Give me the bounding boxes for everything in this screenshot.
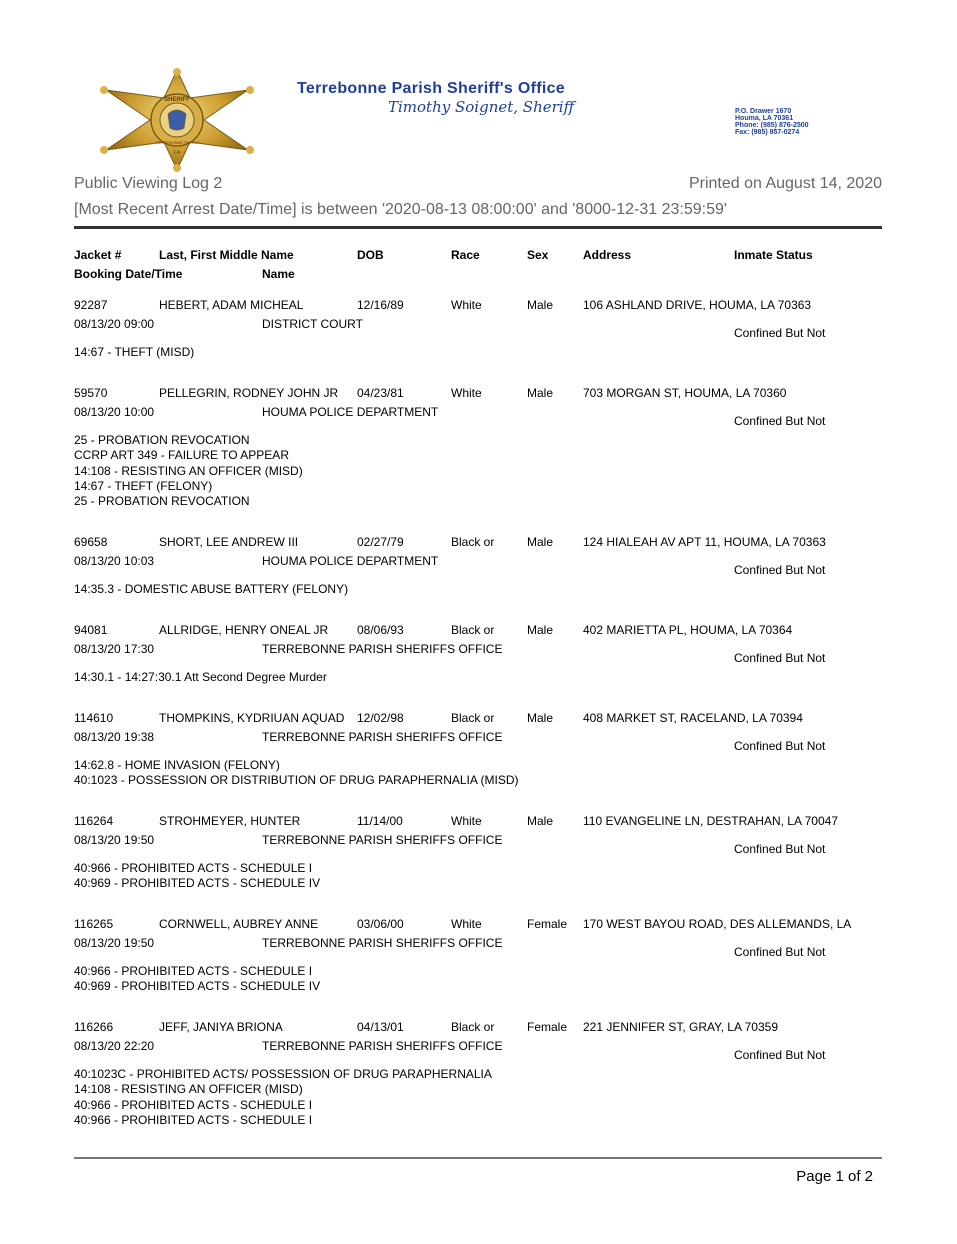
record-name: THOMPKINS, KYDRIUAN AQUAD (159, 711, 345, 725)
charge-line: 40:966 - PROHIBITED ACTS - SCHEDULE I (74, 1112, 313, 1127)
record-charges (74, 758, 519, 789)
record-booking: 08/13/20 10:00 (74, 405, 155, 419)
record-jacket: 116265 (74, 917, 114, 931)
record-booking: 08/13/20 19:38 (74, 730, 155, 744)
charge-line: 14:108 - RESISTING AN OFFICER (MISD) (74, 463, 303, 478)
contact-line: P.O. Drawer 1670 (735, 108, 792, 115)
charge-line: 14:30.1 - 14:27:30.1 Att Second Degree Murder (74, 670, 327, 684)
record-address: 402 MARIETTA PL, HOUMA, LA 70364 (583, 623, 793, 637)
record-name: CORNWELL, AUBREY ANNE (159, 917, 319, 931)
record-dob: 02/27/79 (357, 535, 404, 549)
report-title: Public Viewing Log 2 (74, 175, 223, 192)
badge-text-bottom: TERREBONNE PARISH (155, 140, 199, 145)
contact-line: Houma, LA 70361 (735, 115, 794, 122)
record-agency: HOUMA POLICE DEPARTMENT (262, 554, 439, 568)
record-agency: DISTRICT COURT (262, 317, 363, 331)
record-dob: 08/06/93 (357, 623, 404, 637)
record-charges (74, 861, 320, 892)
record-jacket: 116266 (74, 1020, 114, 1034)
record-charges (74, 964, 320, 995)
record-race: White (451, 386, 482, 400)
col-header-name: Last, First Middle Name (159, 248, 294, 262)
col-header-jacket: Jacket # (74, 248, 122, 262)
report-criteria: [Most Recent Arrest Date/Time] is between '2020-08-13 08:00:00' and '8000-12-31 23:59:59' (74, 201, 727, 218)
record-sex: Male (527, 623, 554, 637)
record-charges (74, 582, 348, 597)
record-name: STROHMEYER, HUNTER (159, 814, 301, 828)
charge-line: 40:966 - PROHIBITED ACTS - SCHEDULE I (74, 861, 313, 875)
charge-line: 14:35.3 - DOMESTIC ABUSE BATTERY (FELONY) (74, 582, 349, 596)
record-inmate-status: Confined But Not (734, 326, 826, 340)
record-jacket: 92287 (74, 298, 108, 312)
record-jacket: 69658 (74, 535, 108, 549)
badge-text-state: LA (173, 150, 181, 156)
record-inmate-status: Confined But Not (734, 414, 826, 428)
charge-line: 40:966 - PROHIBITED ACTS - SCHEDULE I (74, 964, 313, 978)
page-number: Page 1 of 2 (796, 1168, 873, 1185)
record-name: SHORT, LEE ANDREW III (159, 535, 299, 549)
record-name: HEBERT, ADAM MICHEAL (159, 298, 304, 312)
record-sex: Male (527, 386, 554, 400)
record-address: 221 JENNIFER ST, GRAY, LA 70359 (583, 1020, 778, 1034)
charge-line: 40:1023 - POSSESSION OR DISTRIBUTION OF DRUG PARAPHERNALIA (MISD) (74, 773, 519, 788)
contact-block (735, 108, 809, 136)
record-race: White (451, 298, 482, 312)
record-inmate-status: Confined But Not (734, 563, 826, 577)
record-jacket: 94081 (74, 623, 108, 637)
record-race: Black or (451, 623, 495, 637)
printed-date: Printed on August 14, 2020 (688, 175, 882, 192)
record-address: 170 WEST BAYOU ROAD, DES ALLEMANDS, LA (583, 917, 852, 931)
charge-line: 25 - PROBATION REVOCATION (74, 433, 250, 447)
record-agency: TERREBONNE PARISH SHERIFFS OFFICE (262, 936, 503, 950)
record-charges (74, 670, 327, 685)
record-name: JEFF, JANIYA BRIONA (159, 1020, 283, 1034)
record-address: 408 MARKET ST, RACELAND, LA 70394 (583, 711, 803, 725)
record-agency: TERREBONNE PARISH SHERIFFS OFFICE (262, 730, 503, 744)
charge-line: 40:966 - PROHIBITED ACTS - SCHEDULE I (74, 1097, 313, 1112)
charge-line: 14:108 - RESISTING AN OFFICER (MISD) (74, 1082, 303, 1097)
record-booking: 08/13/20 09:00 (74, 317, 155, 331)
record-sex: Male (527, 711, 554, 725)
record-booking: 08/13/20 17:30 (74, 642, 155, 656)
record-inmate-status: Confined But Not (734, 842, 826, 856)
record-agency: TERREBONNE PARISH SHERIFFS OFFICE (262, 833, 503, 847)
col-header-inmate-status: Inmate Status (734, 248, 813, 262)
record-race: Black or (451, 1020, 495, 1034)
record-race: White (451, 917, 482, 931)
charge-line: CCRP ART 349 - FAILURE TO APPEAR (74, 448, 289, 463)
badge-text-top: SHERIFF (164, 97, 190, 103)
record-jacket: 116264 (74, 814, 114, 828)
record-booking: 08/13/20 10:03 (74, 554, 155, 568)
record-sex: Female (527, 1020, 568, 1034)
charge-line: 14:62.8 - HOME INVASION (FELONY) (74, 758, 280, 772)
record-inmate-status: Confined But Not (734, 945, 826, 959)
sheriff-name: Timothy Soignet, Sheriff (388, 98, 575, 116)
col-header-dob: DOB (357, 248, 384, 262)
sheriff-badge-logo (98, 68, 256, 172)
col-header-address: Address (583, 248, 632, 262)
charge-line: 14:67 - THEFT (FELONY) (74, 478, 213, 493)
record-agency: TERREBONNE PARISH SHERIFFS OFFICE (262, 1039, 503, 1053)
record-sex: Male (527, 535, 554, 549)
record-booking: 08/13/20 19:50 (74, 936, 155, 950)
record-sex: Female (527, 917, 568, 931)
org-name: Terrebonne Parish Sheriff's Office (297, 80, 565, 97)
record-race: White (451, 814, 482, 828)
record-dob: 12/02/98 (357, 711, 404, 725)
charge-line: 40:969 - PROHIBITED ACTS - SCHEDULE IV (74, 876, 321, 891)
record-name: PELLEGRIN, RODNEY JOHN JR (159, 386, 339, 400)
record-charges (74, 345, 194, 360)
footer-divider (74, 1157, 882, 1159)
col-header-race: Race (451, 248, 480, 262)
charge-line: 14:67 - THEFT (MISD) (74, 345, 195, 359)
record-dob: 04/13/01 (357, 1020, 404, 1034)
record-charges (74, 1067, 492, 1128)
record-race: Black or (451, 711, 495, 725)
record-dob: 12/16/89 (357, 298, 404, 312)
charge-line: 40:1023C - PROHIBITED ACTS/ POSSESSION OF DRUG PARAPHERNALIA (74, 1067, 492, 1081)
charge-line: 40:969 - PROHIBITED ACTS - SCHEDULE IV (74, 979, 321, 994)
record-address: 124 HIALEAH AV APT 11, HOUMA, LA 70363 (583, 535, 826, 549)
record-inmate-status: Confined But Not (734, 1048, 826, 1062)
record-name: ALLRIDGE, HENRY ONEAL JR (159, 623, 329, 637)
record-agency: HOUMA POLICE DEPARTMENT (262, 405, 439, 419)
record-address: 703 MORGAN ST, HOUMA, LA 70360 (583, 386, 787, 400)
record-inmate-status: Confined But Not (734, 739, 826, 753)
record-dob: 03/06/00 (357, 917, 404, 931)
record-jacket: 114610 (74, 711, 114, 725)
record-charges (74, 433, 303, 509)
header-divider (74, 226, 882, 229)
record-sex: Male (527, 298, 554, 312)
record-dob: 04/23/81 (357, 386, 404, 400)
record-race: Black or (451, 535, 495, 549)
record-address: 106 ASHLAND DRIVE, HOUMA, LA 70363 (583, 298, 812, 312)
record-jacket: 59570 (74, 386, 108, 400)
record-agency: TERREBONNE PARISH SHERIFFS OFFICE (262, 642, 503, 656)
contact-line: Fax: (985) 857-0274 (735, 129, 800, 136)
record-dob: 11/14/00 (357, 814, 403, 828)
record-address: 110 EVANGELINE LN, DESTRAHAN, LA 70047 (583, 814, 839, 828)
charge-line: 25 - PROBATION REVOCATION (74, 494, 250, 509)
col-header-sex: Sex (527, 248, 549, 262)
record-booking: 08/13/20 22:20 (74, 1039, 155, 1053)
record-inmate-status: Confined But Not (734, 651, 826, 665)
col-header-booking: Booking Date/Time (74, 267, 183, 281)
record-sex: Male (527, 814, 554, 828)
contact-line: Phone: (985) 876-2500 (735, 122, 809, 129)
record-booking: 08/13/20 19:50 (74, 833, 155, 847)
col-header-agency: Name (262, 267, 295, 281)
